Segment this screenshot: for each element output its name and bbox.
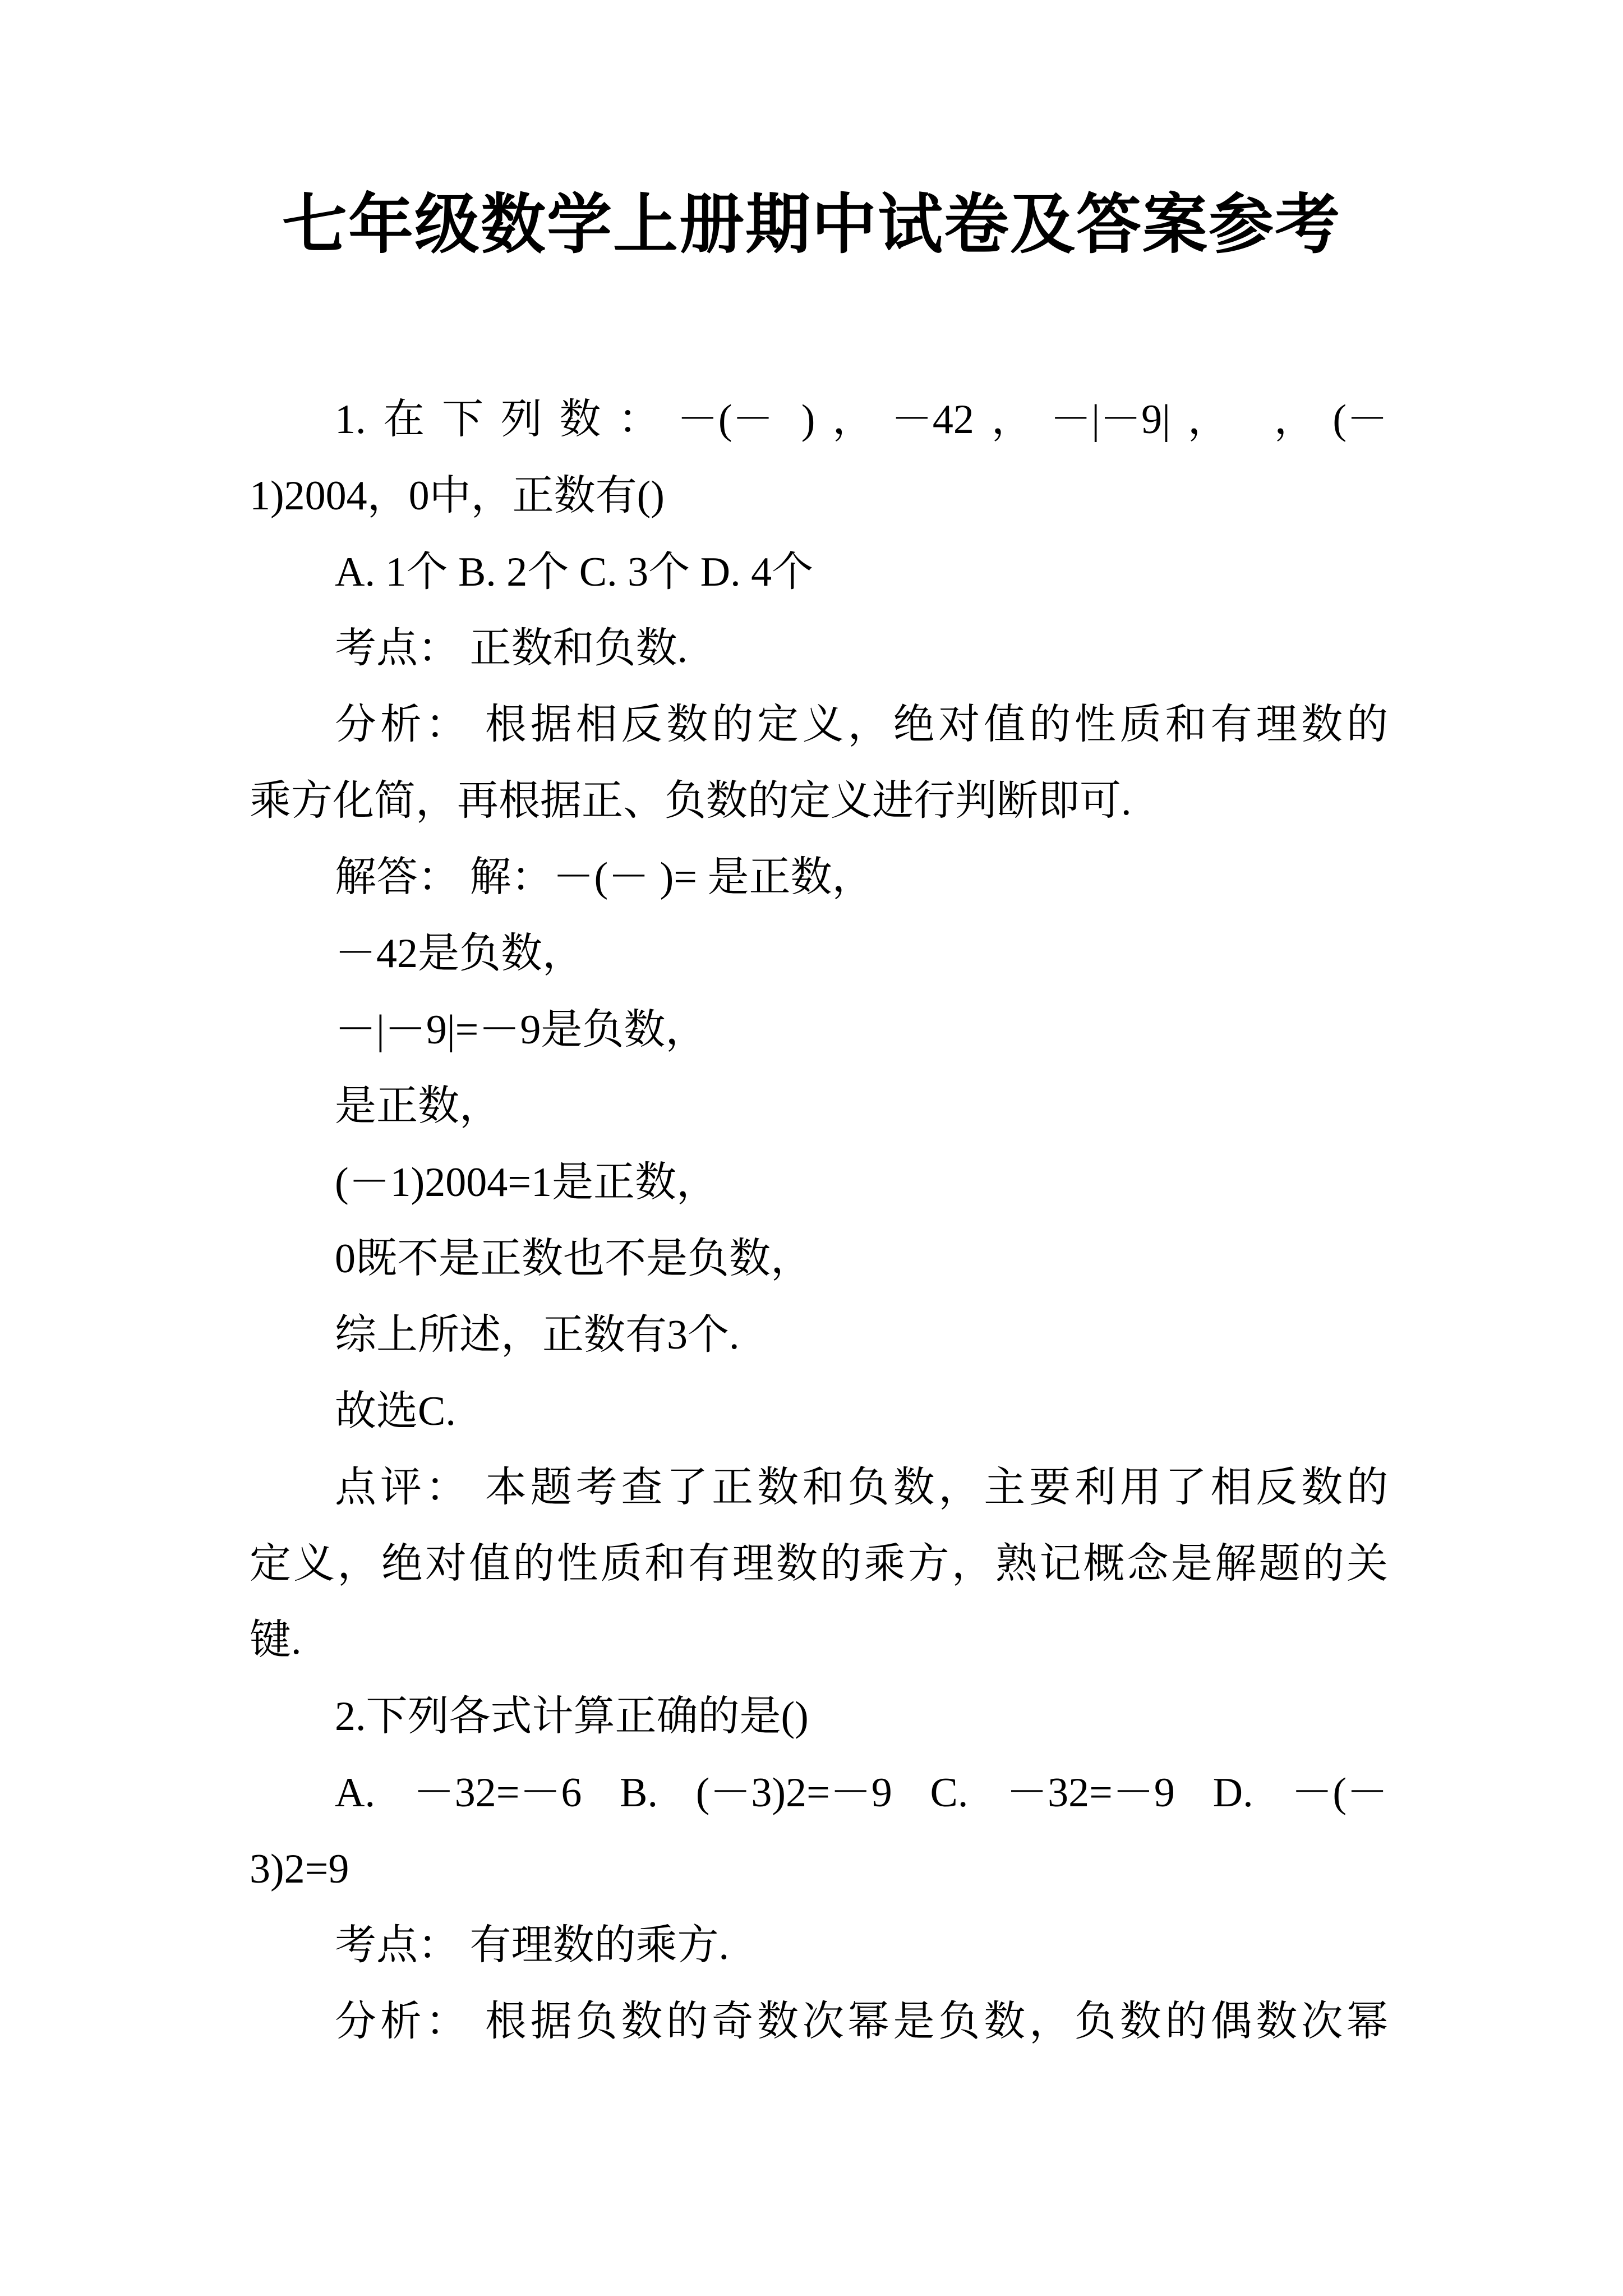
paragraph-q1-answer [250, 1297, 1388, 1373]
paragraph-q1-comment [250, 1450, 1388, 1678]
paragraph-q1-answer [250, 839, 1388, 915]
paragraph-q1-options [250, 534, 1388, 610]
paragraph-q1-point [250, 610, 1388, 687]
text-line: 故选C. [335, 1388, 456, 1434]
text-line: 0既不是正数也不是负数， [335, 1236, 812, 1282]
paragraph-q2-point [250, 1907, 1388, 1984]
text-line: 是正数， [335, 1083, 501, 1129]
text-line: 1.在下列数：－(－ )，－42，－|－9|， ，(－ [335, 397, 1388, 443]
text-line: 2.下列各式计算正确的是() [335, 1694, 809, 1740]
paragraph-q2-analysis [250, 1984, 1388, 2060]
text-line: －|－9|=－9是负数， [335, 1007, 707, 1053]
text-line: 乘方化简，再根据正、负数的定义进行判断即可. [250, 778, 1132, 824]
text-line: 综上所述，正数有3个. [335, 1312, 740, 1358]
paragraph-q2-stem [250, 1678, 1388, 1755]
text-line: －42是负数， [335, 931, 584, 977]
paragraph-q2-options [250, 1755, 1388, 1907]
paragraph-q1-answer [250, 1221, 1388, 1297]
paragraph-q1-answer [250, 992, 1388, 1068]
text-line: A. 1个 B. 2个 C. 3个 D. 4个 [335, 549, 814, 595]
paragraph-q1-analysis [250, 687, 1388, 839]
paragraph-q1-answer [250, 915, 1388, 992]
paragraph-q1-stem [250, 381, 1388, 534]
text-line: 解答： 解：－(－ )= 是正数， [335, 854, 874, 900]
paragraph-q1-answer [250, 1068, 1388, 1144]
document-body [250, 381, 1388, 2060]
document-title: 七年级数学上册期中试卷及答案参考 [282, 188, 1341, 261]
paragraph-q1-answer [250, 1373, 1388, 1450]
text-line: 考点： 正数和负数. [335, 625, 688, 671]
text-line: (－1)2004=1是正数， [335, 1159, 718, 1205]
text-line: 键. [250, 1617, 302, 1663]
paragraph-q1-answer [250, 1144, 1388, 1221]
text-line: 分析： 根据相反数的定义，绝对值的性质和有理数的 [335, 702, 1388, 748]
text-line: 定义，绝对值的性质和有理数的乘方，熟记概念是解题的关 [250, 1541, 1388, 1587]
text-line: 点评： 本题考查了正数和负数，主要利用了相反数的 [335, 1465, 1388, 1511]
text-line: A. －32=－6 B. (－3)2=－9 C. －32=－9 D. －(－ [335, 1770, 1388, 1816]
text-line: 3)2=9 [250, 1846, 349, 1892]
text-line: 分析： 根据负数的奇数次幂是负数，负数的偶数次幂 [335, 1999, 1388, 2045]
text-line: 1)2004，0中，正数有() [250, 473, 665, 519]
text-line: 考点： 有理数的乘方. [335, 1922, 729, 1968]
